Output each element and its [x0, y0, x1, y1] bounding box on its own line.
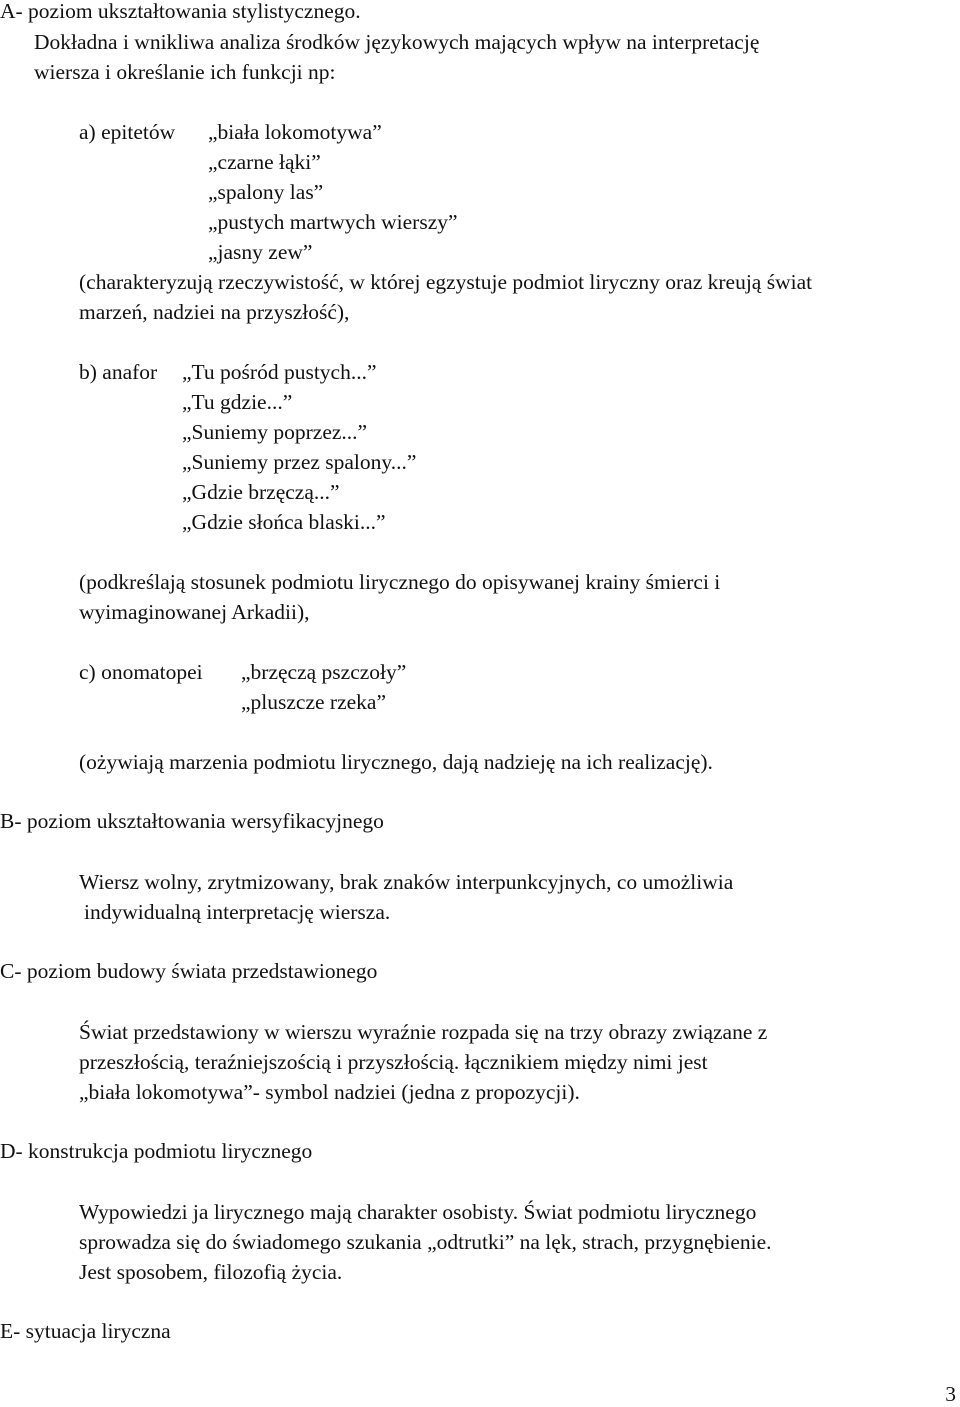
onomatopoeia-item: „pluszcze rzeka”	[241, 690, 387, 714]
section-d-heading: D- konstrukcja podmiotu lirycznego	[0, 1139, 313, 1163]
section-d-text: Jest sposobem, filozofią życia.	[79, 1260, 343, 1284]
page-number: 3	[945, 1382, 956, 1406]
anaphora-item: „Tu gdzie...”	[182, 390, 293, 414]
anaphora-comment: wyimaginowanej Arkadii),	[79, 600, 310, 624]
epithet-item: „jasny zew”	[208, 240, 313, 264]
epithet-item: „czarne łąki”	[208, 150, 321, 174]
anaphora-item: „Suniemy przez spalony...”	[182, 450, 417, 474]
epithets-comment: marzeń, nadziei na przyszłość),	[79, 300, 350, 324]
section-b-text: indywidualną interpretację wiersza.	[84, 900, 391, 924]
epithets-comment: (charakteryzują rzeczywistość, w której egzystuje podmiot liryczny oraz kreują świat	[79, 270, 813, 294]
epithet-item: „spalony las”	[208, 180, 324, 204]
section-c-heading: C- poziom budowy świata przedstawionego	[0, 959, 378, 983]
section-c-text: „biała lokomotywa”- symbol nadziei (jedna z propozycji).	[79, 1080, 580, 1104]
section-b-text: Wiersz wolny, zrytmizowany, brak znaków interpunkcyjnych, co umożliwia	[79, 870, 734, 894]
section-c-text: przeszłością, teraźniejszością i przyszłością. łącznikiem między nimi jest	[79, 1050, 708, 1074]
epithet-item: „biała lokomotywa”	[208, 120, 382, 144]
section-b-heading: B- poziom ukształtowania wersyfikacyjnego	[0, 809, 384, 833]
epithets-label: a) epitetów	[79, 120, 176, 144]
section-c-text: Świat przedstawiony w wierszu wyraźnie rozpada się na trzy obrazy związane z	[79, 1020, 768, 1044]
anaphora-label: b) anafor	[79, 360, 158, 384]
section-a-intro-line: Dokładna i wnikliwa analiza środków językowych mających wpływ na interpretację	[34, 30, 760, 54]
section-e-heading: E- sytuacja liryczna	[0, 1319, 171, 1343]
epithet-item: „pustych martwych wierszy”	[208, 210, 458, 234]
section-d-text: Wypowiedzi ja lirycznego mają charakter osobisty. Świat podmiotu lirycznego	[79, 1200, 757, 1224]
section-d-text: sprowadza się do świadomego szukania „odtrutki” na lęk, strach, przygnębienie.	[79, 1230, 772, 1254]
anaphora-item: „Gdzie słońca blaski...”	[182, 510, 386, 534]
anaphora-item: „Tu pośród pustych...”	[182, 360, 377, 384]
section-a-intro-line: wiersza i określanie ich funkcji np:	[34, 60, 336, 84]
onomatopoeia-comment: (ożywiają marzenia podmiotu lirycznego, dają nadzieję na ich realizację).	[79, 750, 713, 774]
onomatopoeia-label: c) onomatopei	[79, 660, 203, 684]
anaphora-item: „Gdzie brzęczą...”	[182, 480, 340, 504]
section-a-heading: A- poziom ukształtowania stylistycznego.	[0, 0, 361, 23]
onomatopoeia-item: „brzęczą pszczoły”	[241, 660, 407, 684]
anaphora-item: „Suniemy poprzez...”	[182, 420, 368, 444]
anaphora-comment: (podkreślają stosunek podmiotu lirycznego do opisywanej krainy śmierci i	[79, 570, 721, 594]
